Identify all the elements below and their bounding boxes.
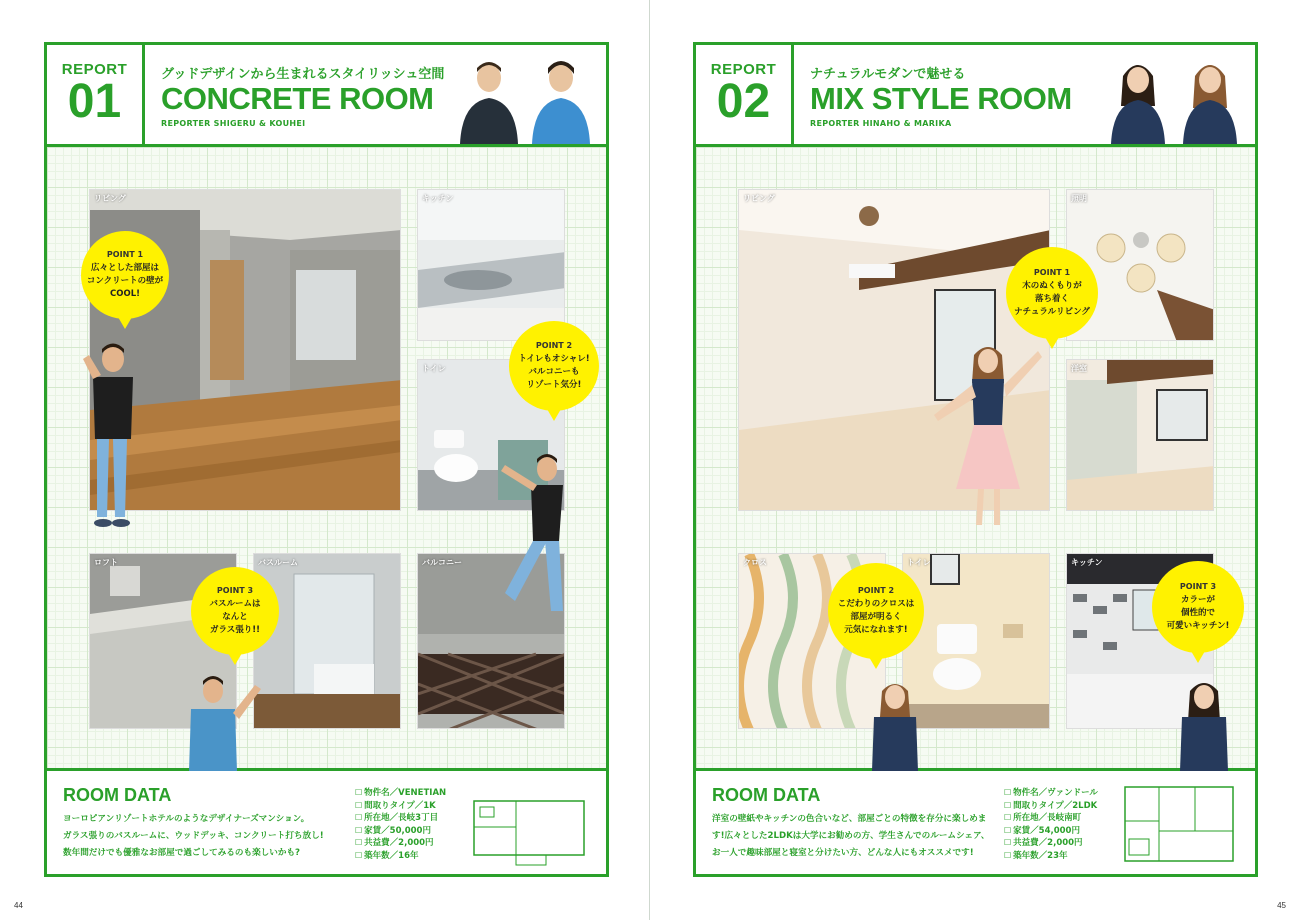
- spec-item: ☐ 共益費／2,000円: [355, 837, 446, 850]
- point-label: POINT 3: [216, 585, 254, 595]
- reporter-man-saluting: [79, 339, 143, 539]
- point-label: POINT 1: [106, 249, 144, 259]
- photo-label: キッチン: [422, 194, 454, 203]
- report-number: 01: [67, 75, 122, 128]
- point-bubble-3: [191, 567, 279, 655]
- report-badge: [47, 45, 145, 144]
- photo-label: 照明: [1071, 194, 1087, 203]
- description-line: 洋室の壁紙やキッチンの色合いなど、部屋ごとの特徴を存分に楽しめま: [712, 814, 987, 824]
- point-bubble-2: [828, 563, 924, 659]
- photo-label: リビング: [94, 194, 126, 203]
- bathroom-image: [254, 554, 401, 729]
- photo-label: キッチン: [1071, 558, 1103, 567]
- report-label: REPORT: [61, 61, 128, 78]
- reporter-woman-posing: [928, 339, 1046, 535]
- point-text: 広々とした部屋は コンクリートの壁が COOL!: [86, 262, 164, 299]
- reporter-photo: [452, 53, 600, 144]
- description-line: す!広々とした2LDKは大学にお勧めの方、学生さんでのルームシェア、: [712, 831, 990, 841]
- room-title: MIX STYLE ROOM: [810, 81, 1072, 116]
- room-data-section: [696, 771, 1255, 874]
- point-text: 木のぬくもりが 落ち着く ナチュラルリビング: [1014, 280, 1090, 317]
- spec-item: ☐ 築年数／23年: [1004, 850, 1098, 863]
- floorplan-diagram: [1115, 781, 1245, 867]
- spec-item: ☐ 家賃／54,000円: [1004, 825, 1098, 838]
- point-label: POINT 3: [1179, 581, 1217, 591]
- photo-label: ロフト: [94, 558, 118, 567]
- photo-kitchen: [417, 189, 565, 341]
- photo-label: バルコニー: [422, 558, 462, 567]
- photo-collage: [696, 147, 1255, 771]
- report-number: 02: [716, 75, 771, 128]
- floorplan-diagram: [466, 781, 596, 867]
- point-bubble-2: [509, 321, 599, 411]
- reporter-man-pointing: [487, 451, 577, 621]
- report-label: REPORT: [710, 61, 777, 78]
- reporter-woman-1: [1103, 56, 1173, 144]
- description-line: お一人で趣味部屋と寝室と分けたい方、どんな人にもオススメです!: [712, 848, 974, 858]
- point-text: カラーが 個性的で 可愛いキッチン!: [1166, 594, 1230, 631]
- room-data-title: ROOM DATA: [712, 785, 821, 805]
- page-right: [650, 0, 1300, 920]
- point-bubble-3: [1152, 561, 1244, 653]
- spec-item: ☐ 間取りタイプ／2LDK: [1004, 800, 1098, 813]
- spec-item: ☐ 物件名／VENETIAN: [355, 787, 446, 800]
- room-data-title: ROOM DATA: [63, 785, 172, 805]
- spec-item: ☐ 所在地／長岐南町: [1004, 812, 1098, 825]
- reporter-woman-cheering: [864, 677, 926, 771]
- reporter-woman-2: [1175, 56, 1245, 144]
- reporter-credit: REPORTER HINAHO & MARIKA: [810, 119, 952, 128]
- western-room-image: [1067, 360, 1214, 511]
- reporter-man-waving: [179, 675, 267, 771]
- spec-item: ☐ 共益費／2,000円: [1004, 837, 1098, 850]
- description-line: ヨーロピアンリゾートホテルのようなデザイナーズマンション。: [63, 814, 310, 824]
- point-text: こだわりのクロスは 部屋が明るく 元気になれます!: [837, 598, 915, 635]
- page-number: 45: [1277, 901, 1286, 910]
- catchphrase: グッドデザインから生まれるスタイリッシュ空間: [161, 67, 445, 82]
- point-label: POINT 1: [1033, 267, 1071, 277]
- description-line: ガラス張りのバスルームに、ウッドデッキ、コンクリート打ち放し!: [63, 831, 324, 841]
- spec-item: ☐ 所在地／長岐3丁目: [355, 812, 446, 825]
- reporter-credit: REPORTER SHIGERU & KOUHEI: [161, 119, 306, 128]
- report-badge: [696, 45, 794, 144]
- photo-label: クロス: [743, 558, 767, 567]
- reporter-woman-smiling: [1172, 675, 1236, 771]
- spec-item: ☐ 築年数／16年: [355, 850, 446, 863]
- point-bubble-1: [81, 231, 169, 319]
- spec-item: ☐ 家賃／50,000円: [355, 825, 446, 838]
- report-header: [696, 45, 1255, 147]
- room-specs-list: [1004, 787, 1098, 863]
- room-specs-list: [355, 787, 446, 863]
- photo-label: バスルーム: [258, 558, 298, 567]
- reporter-photo: [1101, 53, 1249, 144]
- reporter-man-2: [526, 56, 596, 144]
- point-bubble-1: [1006, 247, 1098, 339]
- photo-label: リビング: [743, 194, 775, 203]
- catchphrase: ナチュラルモダンで魅せる: [810, 67, 966, 82]
- report-frame-01: [44, 42, 609, 877]
- photo-label: トイレ: [907, 558, 931, 567]
- photo-bathroom: [253, 553, 401, 729]
- report-frame-02: [693, 42, 1258, 877]
- room-data-description: [63, 811, 351, 862]
- description-line: 数年間だけでも優雅なお部屋で過ごしてみるのも楽しいかも?: [63, 848, 301, 858]
- photo-collage: [47, 147, 606, 771]
- photo-label: 洋室: [1071, 364, 1087, 373]
- room-title: CONCRETE ROOM: [161, 81, 434, 116]
- spec-item: ☐ 間取りタイプ／1K: [355, 800, 446, 813]
- point-label: POINT 2: [857, 585, 895, 595]
- point-label: POINT 2: [535, 340, 573, 350]
- photo-western-room: [1066, 359, 1214, 511]
- point-text: バスルームは なんと ガラス張り!!: [209, 598, 261, 635]
- reporter-man-1: [454, 56, 524, 144]
- report-header: [47, 45, 606, 147]
- point-text: トイレもオシャレ! バルコニーも リゾート気分!: [518, 353, 590, 390]
- spec-item: ☐ 物件名／ヴァンドール: [1004, 787, 1098, 800]
- room-data-description: [712, 811, 1000, 862]
- photo-label: トイレ: [422, 364, 446, 373]
- page-number: 44: [14, 901, 23, 910]
- kitchen-image: [418, 190, 565, 341]
- room-data-section: [47, 771, 606, 874]
